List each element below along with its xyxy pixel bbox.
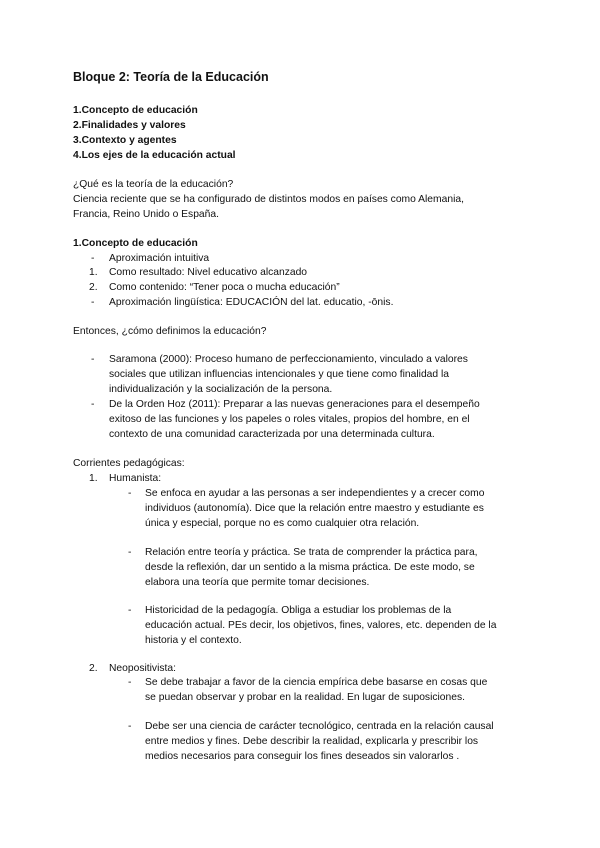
section-heading: 1.Concepto de educación — [73, 238, 198, 249]
toc-item: 1.Concepto de educación — [73, 105, 198, 116]
definition-line: Saramona (2000): Proceso humano de perfeccionamiento, vinculado a valores — [109, 354, 468, 365]
list-marker: - — [91, 354, 95, 365]
list-item: Aproximación lingüística: EDUCACIÓN del lat. educatio, -ōnis. — [109, 297, 394, 308]
bullet-line: individuos (autonomía). Dice que la relación entre maestro y estudiante es — [145, 503, 484, 514]
bullet-line: Relación entre teoría y práctica. Se trata de comprender la práctica para, — [145, 547, 478, 558]
definition-line: De la Orden Hoz (2011): Preparar a las nuevas generaciones para el desempeño — [109, 399, 480, 410]
definition-question: Entonces, ¿cómo definimos la educación? — [73, 326, 267, 337]
list-item: Como contenido: “Tener poca o mucha educación” — [109, 282, 340, 293]
definition-line: contexto de una comunidad caracterizada por una determinada cultura. — [109, 429, 435, 440]
bullet-line: elabora una teoría que permite tomar decisiones. — [145, 577, 370, 588]
bullet-line: educación actual. PEs decir, los objetivos, fines, valores, etc. dependen de la — [145, 620, 497, 631]
bullet-line: medios necesarios para conseguir los fines deseados sin valorarlos . — [145, 751, 460, 762]
bullet-line: historia y el contexto. — [145, 635, 242, 646]
intro-answer-line: Francia, Reino Unido o España. — [73, 209, 219, 220]
list-marker: 2. — [89, 282, 98, 293]
list-marker: - — [128, 677, 132, 688]
bullet-line: Historicidad de la pedagogía. Obliga a estudiar los problemas de la — [145, 605, 452, 616]
list-marker: - — [91, 297, 95, 308]
list-marker: 1. — [89, 473, 98, 484]
bullet-line: Debe ser una ciencia de carácter tecnológico, centrada en la relación causal — [145, 721, 494, 732]
list-item: Aproximación intuitiva — [109, 253, 210, 264]
list-item: Como resultado: Nivel educativo alcanzado — [109, 267, 308, 278]
toc-item: 3.Contexto y agentes — [73, 135, 177, 146]
bullet-line: Se enfoca en ayudar a las personas a ser independientes y a crecer como — [145, 488, 485, 499]
currents-heading: Corrientes pedagógicas: — [73, 458, 185, 469]
intro-question: ¿Qué es la teoría de la educación? — [73, 179, 234, 190]
bullet-line: desde la reflexión, dar un sentido a la misma práctica. De este modo, se — [145, 562, 475, 573]
bullet-line: única y especial, porque no es como cualquier otra relación. — [145, 518, 420, 529]
list-marker: 1. — [89, 267, 98, 278]
list-marker: 2. — [89, 663, 98, 674]
bullet-line: se puedan observar y probar en la realidad. En lugar de suposiciones. — [145, 692, 465, 703]
list-marker: - — [128, 547, 132, 558]
group-label: Humanista: — [109, 473, 162, 484]
list-marker: - — [91, 399, 95, 410]
list-marker: - — [128, 605, 132, 616]
intro-answer-line: Ciencia reciente que se ha configurado de distintos modos en países como Alemania, — [73, 194, 464, 205]
list-marker: - — [128, 721, 132, 732]
list-marker: - — [128, 488, 132, 499]
list-marker: - — [91, 253, 95, 264]
page-title: Bloque 2: Teoría de la Educación — [73, 70, 269, 84]
toc-item: 4.Los ejes de la educación actual — [73, 150, 236, 161]
bullet-line: entre medios y fines. Debe describir la realidad, explicarla y prescribir los — [145, 736, 479, 747]
definition-line: exitoso de las funciones y los papeles o roles vitales, propios del hombre, en el — [109, 414, 470, 425]
group-label: Neopositivista: — [109, 663, 176, 674]
bullet-line: Se debe trabajar a favor de la ciencia empírica debe basarse en cosas que — [145, 677, 488, 688]
definition-line: individualización y la socialización de la persona. — [109, 384, 333, 395]
definition-line: sociales que utilizan influencias intencionales y que tiene como finalidad la — [109, 369, 450, 380]
toc-item: 2.Finalidades y valores — [73, 120, 186, 131]
